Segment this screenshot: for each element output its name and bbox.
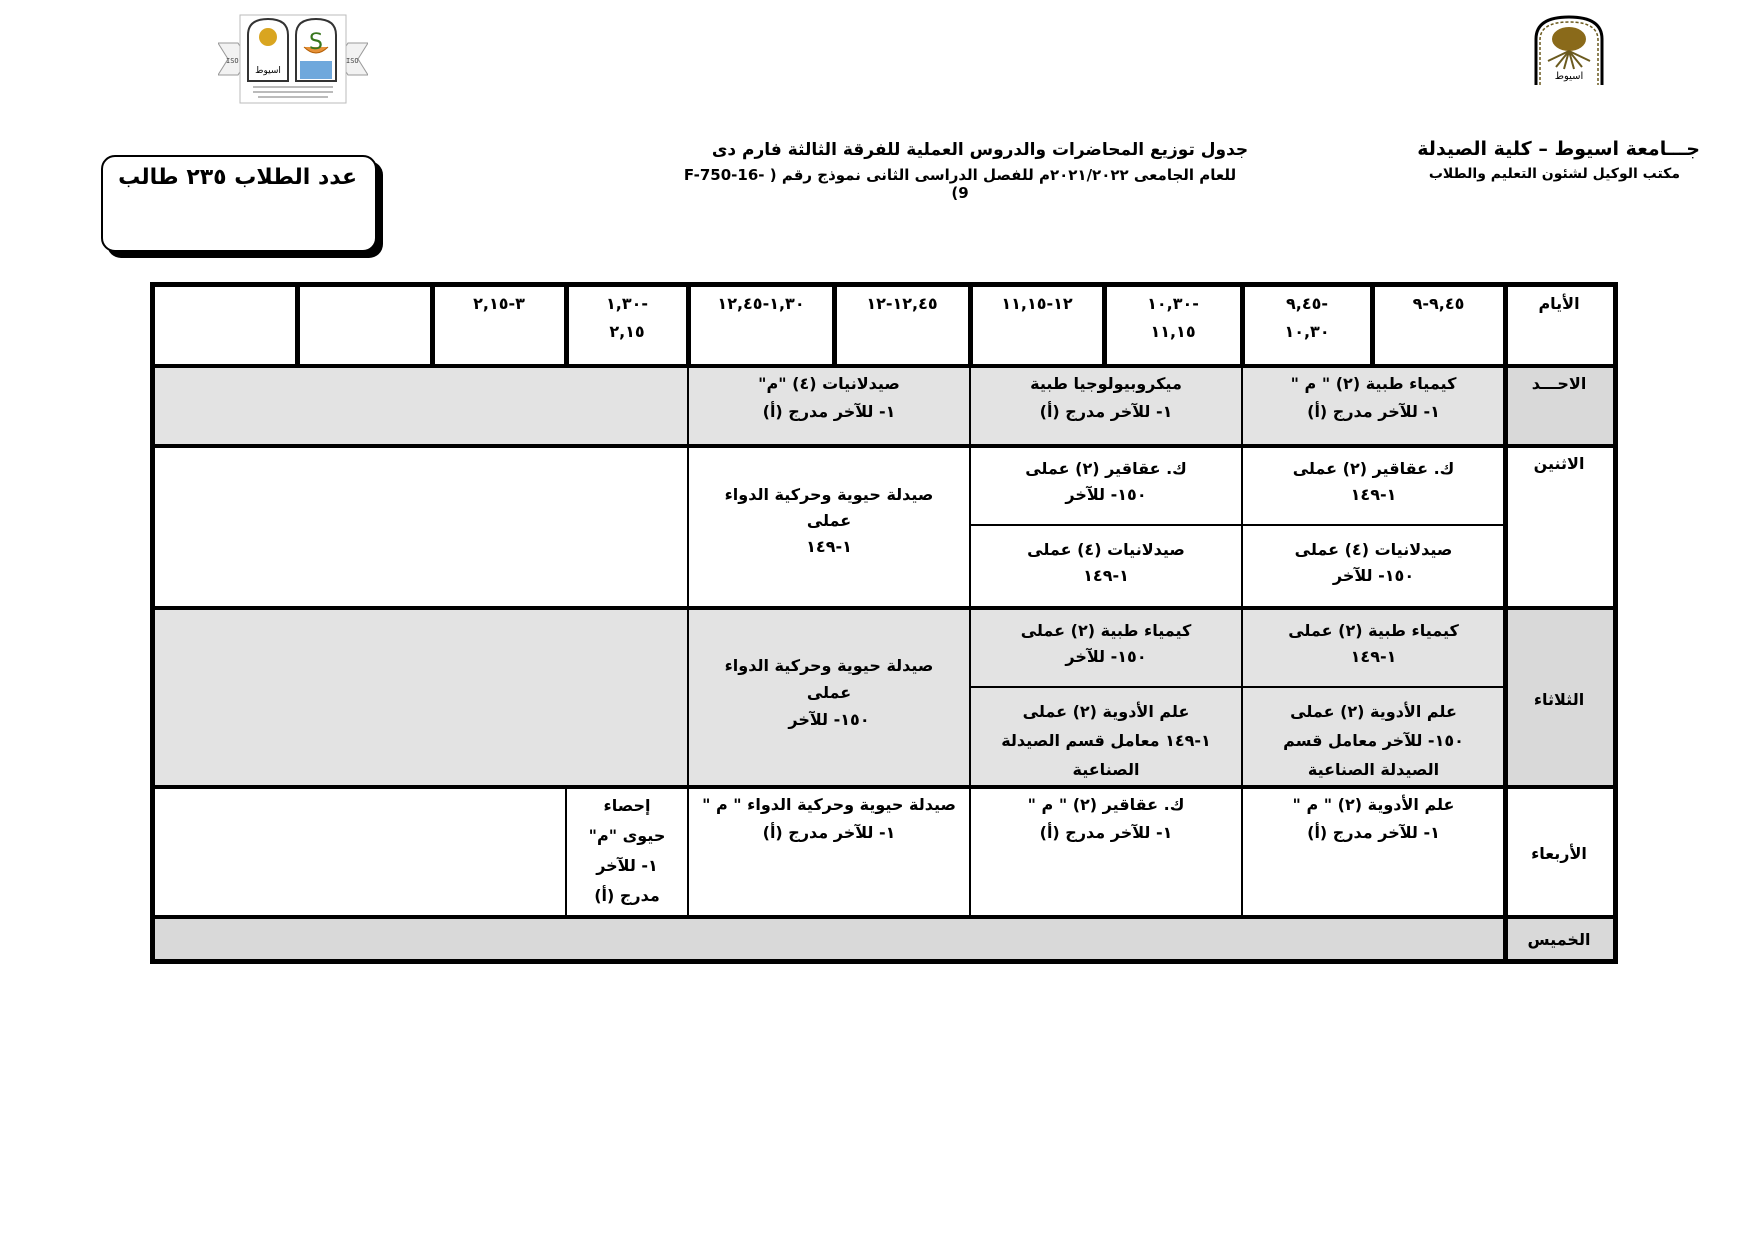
- time-slot-label-2: ١٠,٣٠: [1284, 322, 1330, 341]
- course-group: ١٥٠- للآخر: [1065, 485, 1147, 504]
- day-monday: [1505, 446, 1613, 608]
- course-name: ميكروبيولوجيا طبية: [1030, 374, 1182, 393]
- time-slot-label: -١,٣٠: [606, 294, 649, 313]
- col-divider: [832, 282, 837, 366]
- time-slot-6: [688, 286, 834, 366]
- col-divider: [968, 282, 973, 366]
- course-name: كيمياء طبية (٢) عملى: [1020, 621, 1192, 640]
- table-border-right: [1613, 282, 1618, 964]
- col-divider: [564, 282, 569, 366]
- day-label: الخميس: [1527, 929, 1591, 949]
- row-divider: [150, 444, 1618, 448]
- course-name: صيدلانيات (٤) عملى: [1027, 540, 1185, 559]
- sunday-session-2: [970, 366, 1242, 446]
- row-divider: [150, 785, 1618, 789]
- page-subtitle: للعام الجامعى ٢٠٢١/٢٠٢٢م للفصل الدراسى الثانى نموذج رقم ( F-750-16-9): [683, 166, 1237, 202]
- course-group: ١٥٠- للآخر: [788, 710, 870, 729]
- day-label: الاثنين: [1533, 454, 1585, 473]
- monday-session-2a: [970, 446, 1242, 525]
- monday-session-1a: [1242, 446, 1505, 525]
- course-location: ١- للآخر مدرج (أ): [1039, 402, 1173, 421]
- table-border-bottom: [150, 959, 1618, 964]
- table-border-top: [150, 282, 1618, 287]
- sunday-empty: [155, 366, 688, 446]
- monday-empty: [155, 446, 688, 608]
- time-slot-label: -٩,٤٥: [1286, 294, 1329, 313]
- course-location: ١- للآخر مدرج (أ): [1307, 402, 1440, 421]
- row-divider: [150, 364, 1618, 368]
- time-slot-10: [155, 286, 297, 366]
- table-border-left: [150, 282, 155, 964]
- tuesday-empty: [155, 608, 688, 787]
- university-name: جـــامعة اسيوط – كلية الصيدلة: [1417, 138, 1700, 160]
- course-location: الصيدلة الصناعية: [1307, 760, 1440, 779]
- time-slot-label: ٣-٢,١٥: [473, 294, 525, 313]
- course-group: ١-١٤٩: [806, 537, 852, 556]
- course-location: ١- للآخر مدرج (أ): [762, 823, 896, 842]
- tuesday-session-3: [688, 608, 970, 787]
- wednesday-session-4: [566, 787, 688, 917]
- col-divider-thin: [969, 366, 971, 917]
- course-group: ١-١٤٩: [1083, 566, 1129, 585]
- col-divider: [430, 282, 435, 366]
- svg-text:S: S: [309, 30, 323, 55]
- course-group: ١- للآخر: [596, 856, 658, 875]
- thursday-empty: [155, 917, 1505, 962]
- course-name: ك. عقاقير (٢) " م ": [1027, 795, 1185, 814]
- col-divider-thin: [565, 787, 567, 917]
- course-location: الصناعية: [1072, 760, 1140, 779]
- course-type: عملى: [806, 683, 852, 702]
- course-location: ١- للآخر مدرج (أ): [1039, 823, 1173, 842]
- course-group: ١٥٠- للآخر: [1332, 566, 1415, 585]
- svg-text:اسيوط: اسيوط: [1554, 71, 1584, 82]
- student-count: عدد الطلاب ٢٣٥ طالب: [118, 165, 357, 190]
- course-name: علم الأدوية (٢) عملى: [1022, 702, 1190, 721]
- course-name: علم الأدوية (٢) عملى: [1290, 702, 1457, 721]
- tuesday-session-2b: [970, 687, 1242, 787]
- wednesday-session-1: [1242, 787, 1505, 917]
- days-header: [1505, 286, 1613, 366]
- days-header-label: الأيام: [1538, 294, 1580, 313]
- wednesday-session-2: [970, 787, 1242, 917]
- student-count-box: [101, 155, 377, 252]
- time-slot-label: ٩,٤٥-٩: [1412, 294, 1465, 313]
- row-divider: [150, 606, 1618, 610]
- course-name: صيدلانيات (٤) "م": [758, 374, 900, 393]
- course-name: صيدلة حيوية وحركية الدواء: [724, 656, 934, 675]
- sunday-session-1: [1242, 366, 1505, 446]
- day-label: الأربعاء: [1531, 844, 1587, 863]
- monday-session-3: [688, 446, 970, 608]
- tuesday-session-1b: [1242, 687, 1505, 787]
- row-divider: [150, 915, 1618, 919]
- iso-label-right: ISO: [346, 57, 359, 65]
- course-name: صيدلانيات (٤) عملى: [1294, 540, 1453, 559]
- time-slot-2: [1242, 286, 1372, 366]
- col-divider-thin: [1241, 366, 1243, 917]
- course-name: علم الأدوية (٢) " م ": [1292, 795, 1455, 814]
- tuesday-session-1a: [1242, 608, 1505, 687]
- day-tuesday: [1505, 608, 1613, 787]
- wednesday-session-3: [688, 787, 970, 917]
- time-slot-9: [297, 286, 432, 366]
- day-label: الاحـــد: [1531, 374, 1587, 393]
- col-divider-days: [1503, 282, 1508, 964]
- time-slot-7: [566, 286, 688, 366]
- day-wednesday: [1505, 787, 1613, 917]
- sunday-session-3: [688, 366, 970, 446]
- time-slot-label: ١,٣٠-١٢,٤٥: [717, 294, 805, 313]
- time-slot-3: [1104, 286, 1242, 366]
- time-slot-label: ١٢-١١,١٥: [1001, 294, 1073, 313]
- course-group: ١٥٠- للآخر: [1065, 647, 1147, 666]
- col-divider: [295, 282, 300, 366]
- day-thursday: [1505, 917, 1613, 962]
- course-name: صيدلة حيوية وحركية الدواء " م ": [702, 795, 956, 814]
- iso-label-left: ISO: [226, 57, 239, 65]
- time-slot-label-2: ٢,١٥: [609, 322, 645, 341]
- day-sunday: [1505, 366, 1613, 446]
- office-name: مكتب الوكيل لشئون التعليم والطلاب: [1428, 166, 1680, 182]
- col-divider-thin: [687, 366, 689, 917]
- course-group: ١٥٠- للآخر معامل قسم: [1283, 731, 1464, 750]
- col-divider: [1102, 282, 1107, 366]
- course-name: كيمياء طبية (٢) " م ": [1290, 374, 1457, 393]
- course-location: ١- للآخر مدرج (أ): [1307, 823, 1440, 842]
- assiut-university-logo: [1530, 15, 1608, 85]
- monday-session-1b: [1242, 525, 1505, 608]
- time-slot-label-2: ١١,١٥: [1150, 322, 1196, 341]
- cell-split: [970, 524, 1505, 526]
- time-slot-5: [834, 286, 970, 366]
- course-name: كيمياء طبية (٢) عملى: [1288, 621, 1459, 640]
- course-group: ١-١٤٩: [1350, 647, 1397, 666]
- day-label: الثلاثاء: [1533, 689, 1585, 709]
- course-name-2: حيوى "م": [588, 826, 666, 845]
- course-type: عملى: [806, 511, 852, 530]
- course-location: ١- للآخر مدرج (أ): [762, 402, 896, 421]
- time-slot-4: [970, 286, 1104, 366]
- time-slot-label: ١٢,٤٥-١٢: [866, 294, 938, 313]
- course-name: ك. عقاقير (٢) عملى: [1292, 459, 1455, 478]
- page-title: جدول توزيع المحاضرات والدروس العملية للفرقة الثالثة فارم دى: [711, 140, 1249, 160]
- time-slot-1: [1372, 286, 1505, 366]
- time-slot-label: -١٠,٣٠: [1147, 294, 1199, 313]
- tuesday-session-2a: [970, 608, 1242, 687]
- course-group: ١-١٤٩ معامل قسم الصيدلة: [1001, 731, 1211, 750]
- course-location: مدرج (أ): [594, 886, 660, 905]
- svg-text:اسيوط: اسيوط: [255, 66, 281, 76]
- course-name: ك. عقاقير (٢) عملى: [1025, 459, 1187, 478]
- course-name: إحصاء: [603, 796, 651, 815]
- time-slot-8: [432, 286, 566, 366]
- course-name: صيدلة حيوية وحركية الدواء: [724, 485, 934, 504]
- col-divider: [1240, 282, 1245, 366]
- course-group: ١-١٤٩: [1350, 485, 1397, 504]
- wednesday-empty: [155, 787, 566, 917]
- cell-split: [970, 686, 1505, 688]
- col-divider: [686, 282, 691, 366]
- faculty-pharmacy-iso-logo: [218, 13, 368, 105]
- monday-session-2b: [970, 525, 1242, 608]
- col-divider: [1370, 282, 1375, 366]
